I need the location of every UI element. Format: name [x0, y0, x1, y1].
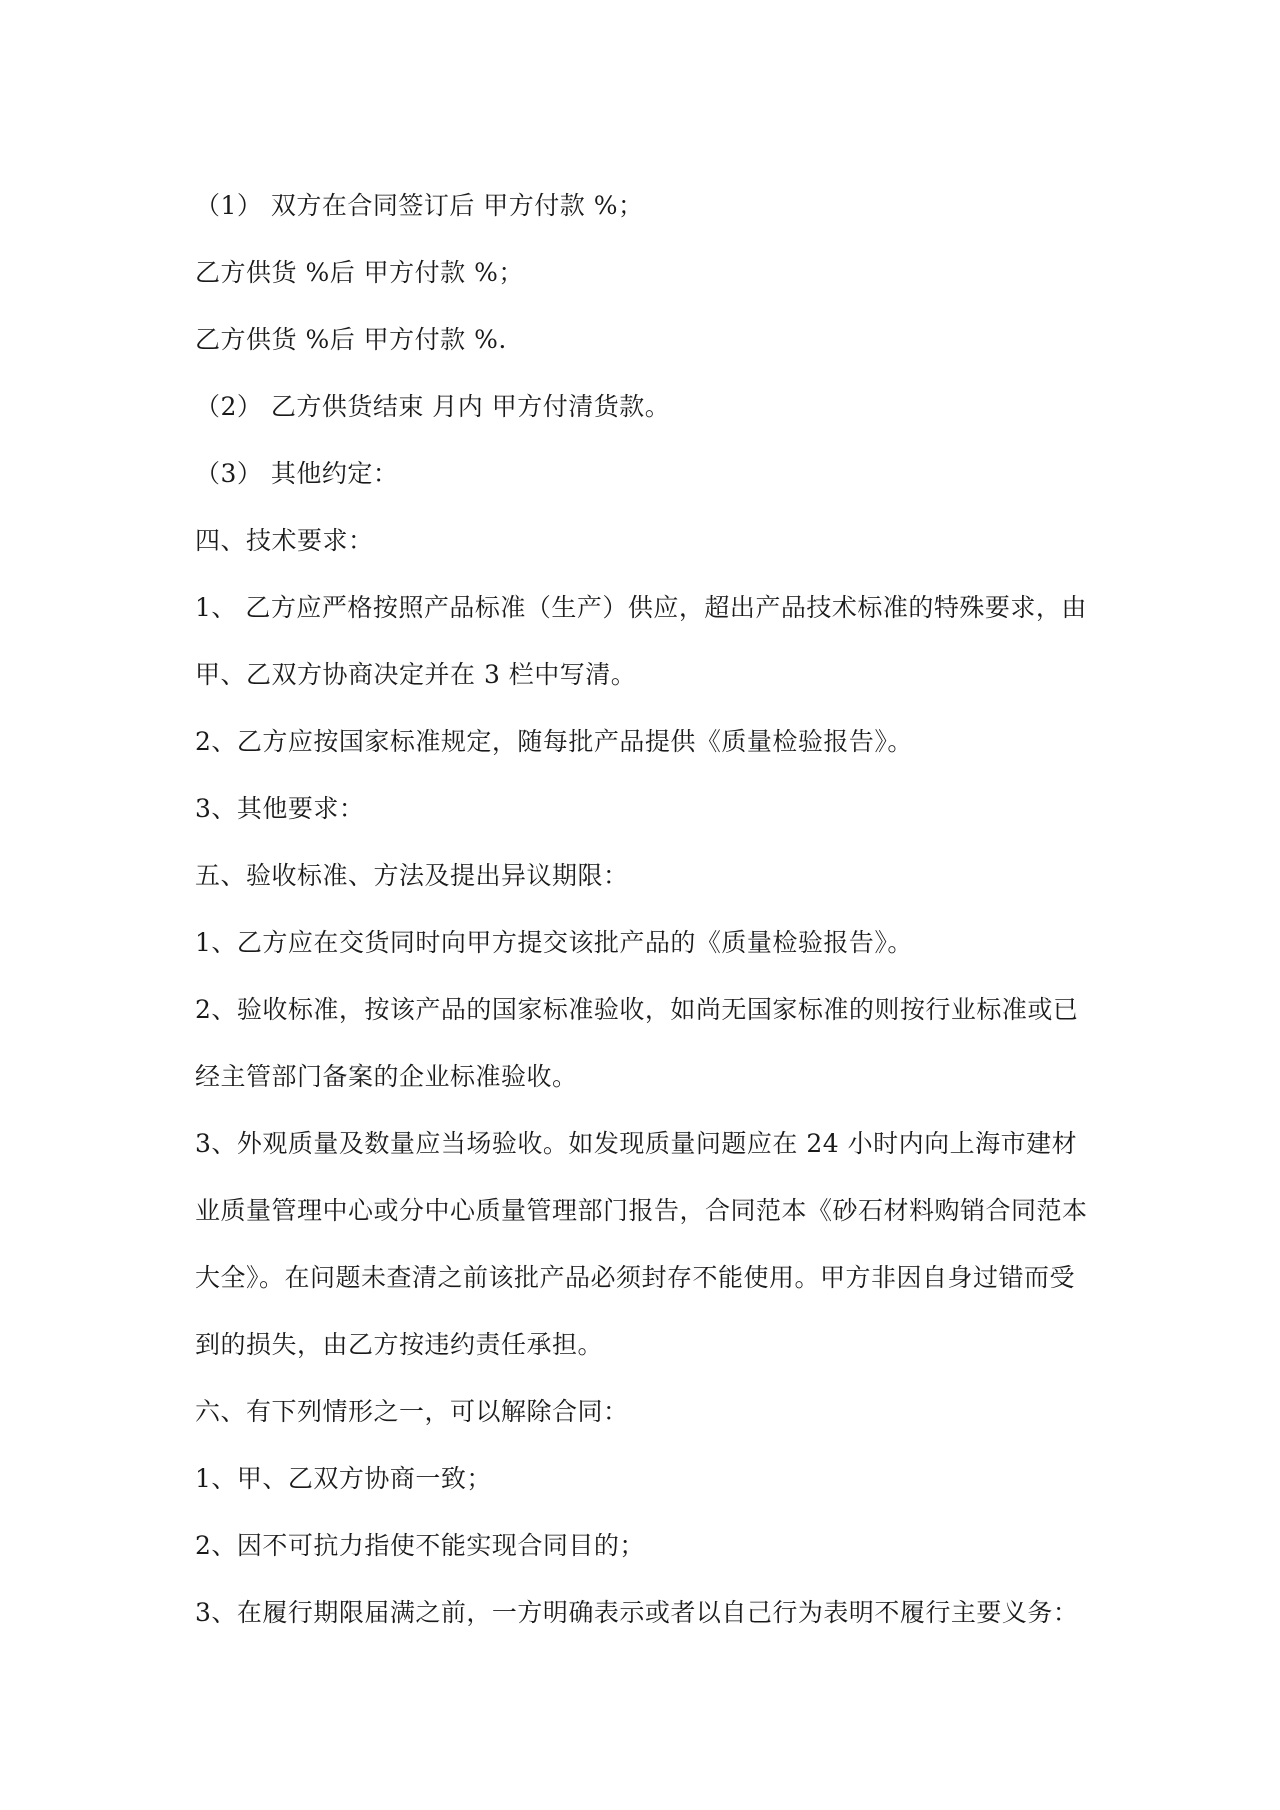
payment-clause-2: （2） 乙方供货结束 月内 甲方付清货款。 — [195, 392, 671, 421]
section-heading-termination: 六、有下列情形之一，可以解除合同： — [195, 1397, 629, 1426]
acceptance-item-2: 2、验收标准，按该产品的国家标准验收，如尚无国家标准的则按行业标准或已 — [195, 995, 1079, 1024]
section-heading-technical: 四、技术要求： — [195, 526, 374, 555]
payment-clause-1-supply-b: 乙方供货 %后 甲方付款 %. — [195, 325, 507, 354]
termination-item-3: 3、在履行期限届满之前，一方明确表示或者以自己行为表明不履行主要义务： — [195, 1598, 1079, 1627]
section-heading-acceptance: 五、验收标准、方法及提出异议期限： — [195, 861, 629, 890]
technical-item-1-cont: 甲、乙双方协商决定并在 3 栏中写清。 — [195, 660, 637, 689]
acceptance-item-2-cont: 经主管部门备案的企业标准验收。 — [195, 1062, 578, 1091]
acceptance-item-1: 1、乙方应在交货同时向甲方提交该批产品的《质量检验报告》。 — [195, 928, 913, 957]
acceptance-item-3-cont-b: 大全》。在问题未查清之前该批产品必须封存不能使用。甲方非因自身过错而受 — [195, 1263, 1076, 1292]
payment-clause-1-supply-a: 乙方供货 %后 甲方付款 %； — [195, 258, 524, 287]
acceptance-item-3: 3、外观质量及数量应当场验收。如发现质量问题应在 24 小时内向上海市建材 — [195, 1129, 1078, 1158]
termination-item-2: 2、因不可抗力指使不能实现合同目的； — [195, 1531, 645, 1560]
technical-item-3: 3、其他要求： — [195, 794, 365, 823]
payment-clause-3: （3） 其他约定： — [195, 459, 399, 488]
termination-item-1: 1、甲、乙双方协商一致； — [195, 1464, 492, 1493]
technical-item-2: 2、乙方应按国家标准规定，随每批产品提供《质量检验报告》。 — [195, 727, 913, 756]
document-body — [195, 172, 1100, 1646]
acceptance-item-3-cont-c: 到的损失，由乙方按违约责任承担。 — [195, 1330, 604, 1359]
payment-clause-1: （1） 双方在合同签订后 甲方付款 %； — [195, 191, 644, 220]
technical-item-1: 1、 乙方应严格按照产品标准（生产）供应，超出产品技术标准的特殊要求，由 — [195, 593, 1087, 622]
acceptance-item-3-cont-a: 业质量管理中心或分中心质量管理部门报告，合同范本《砂石材料购销合同范本 — [195, 1196, 1088, 1225]
